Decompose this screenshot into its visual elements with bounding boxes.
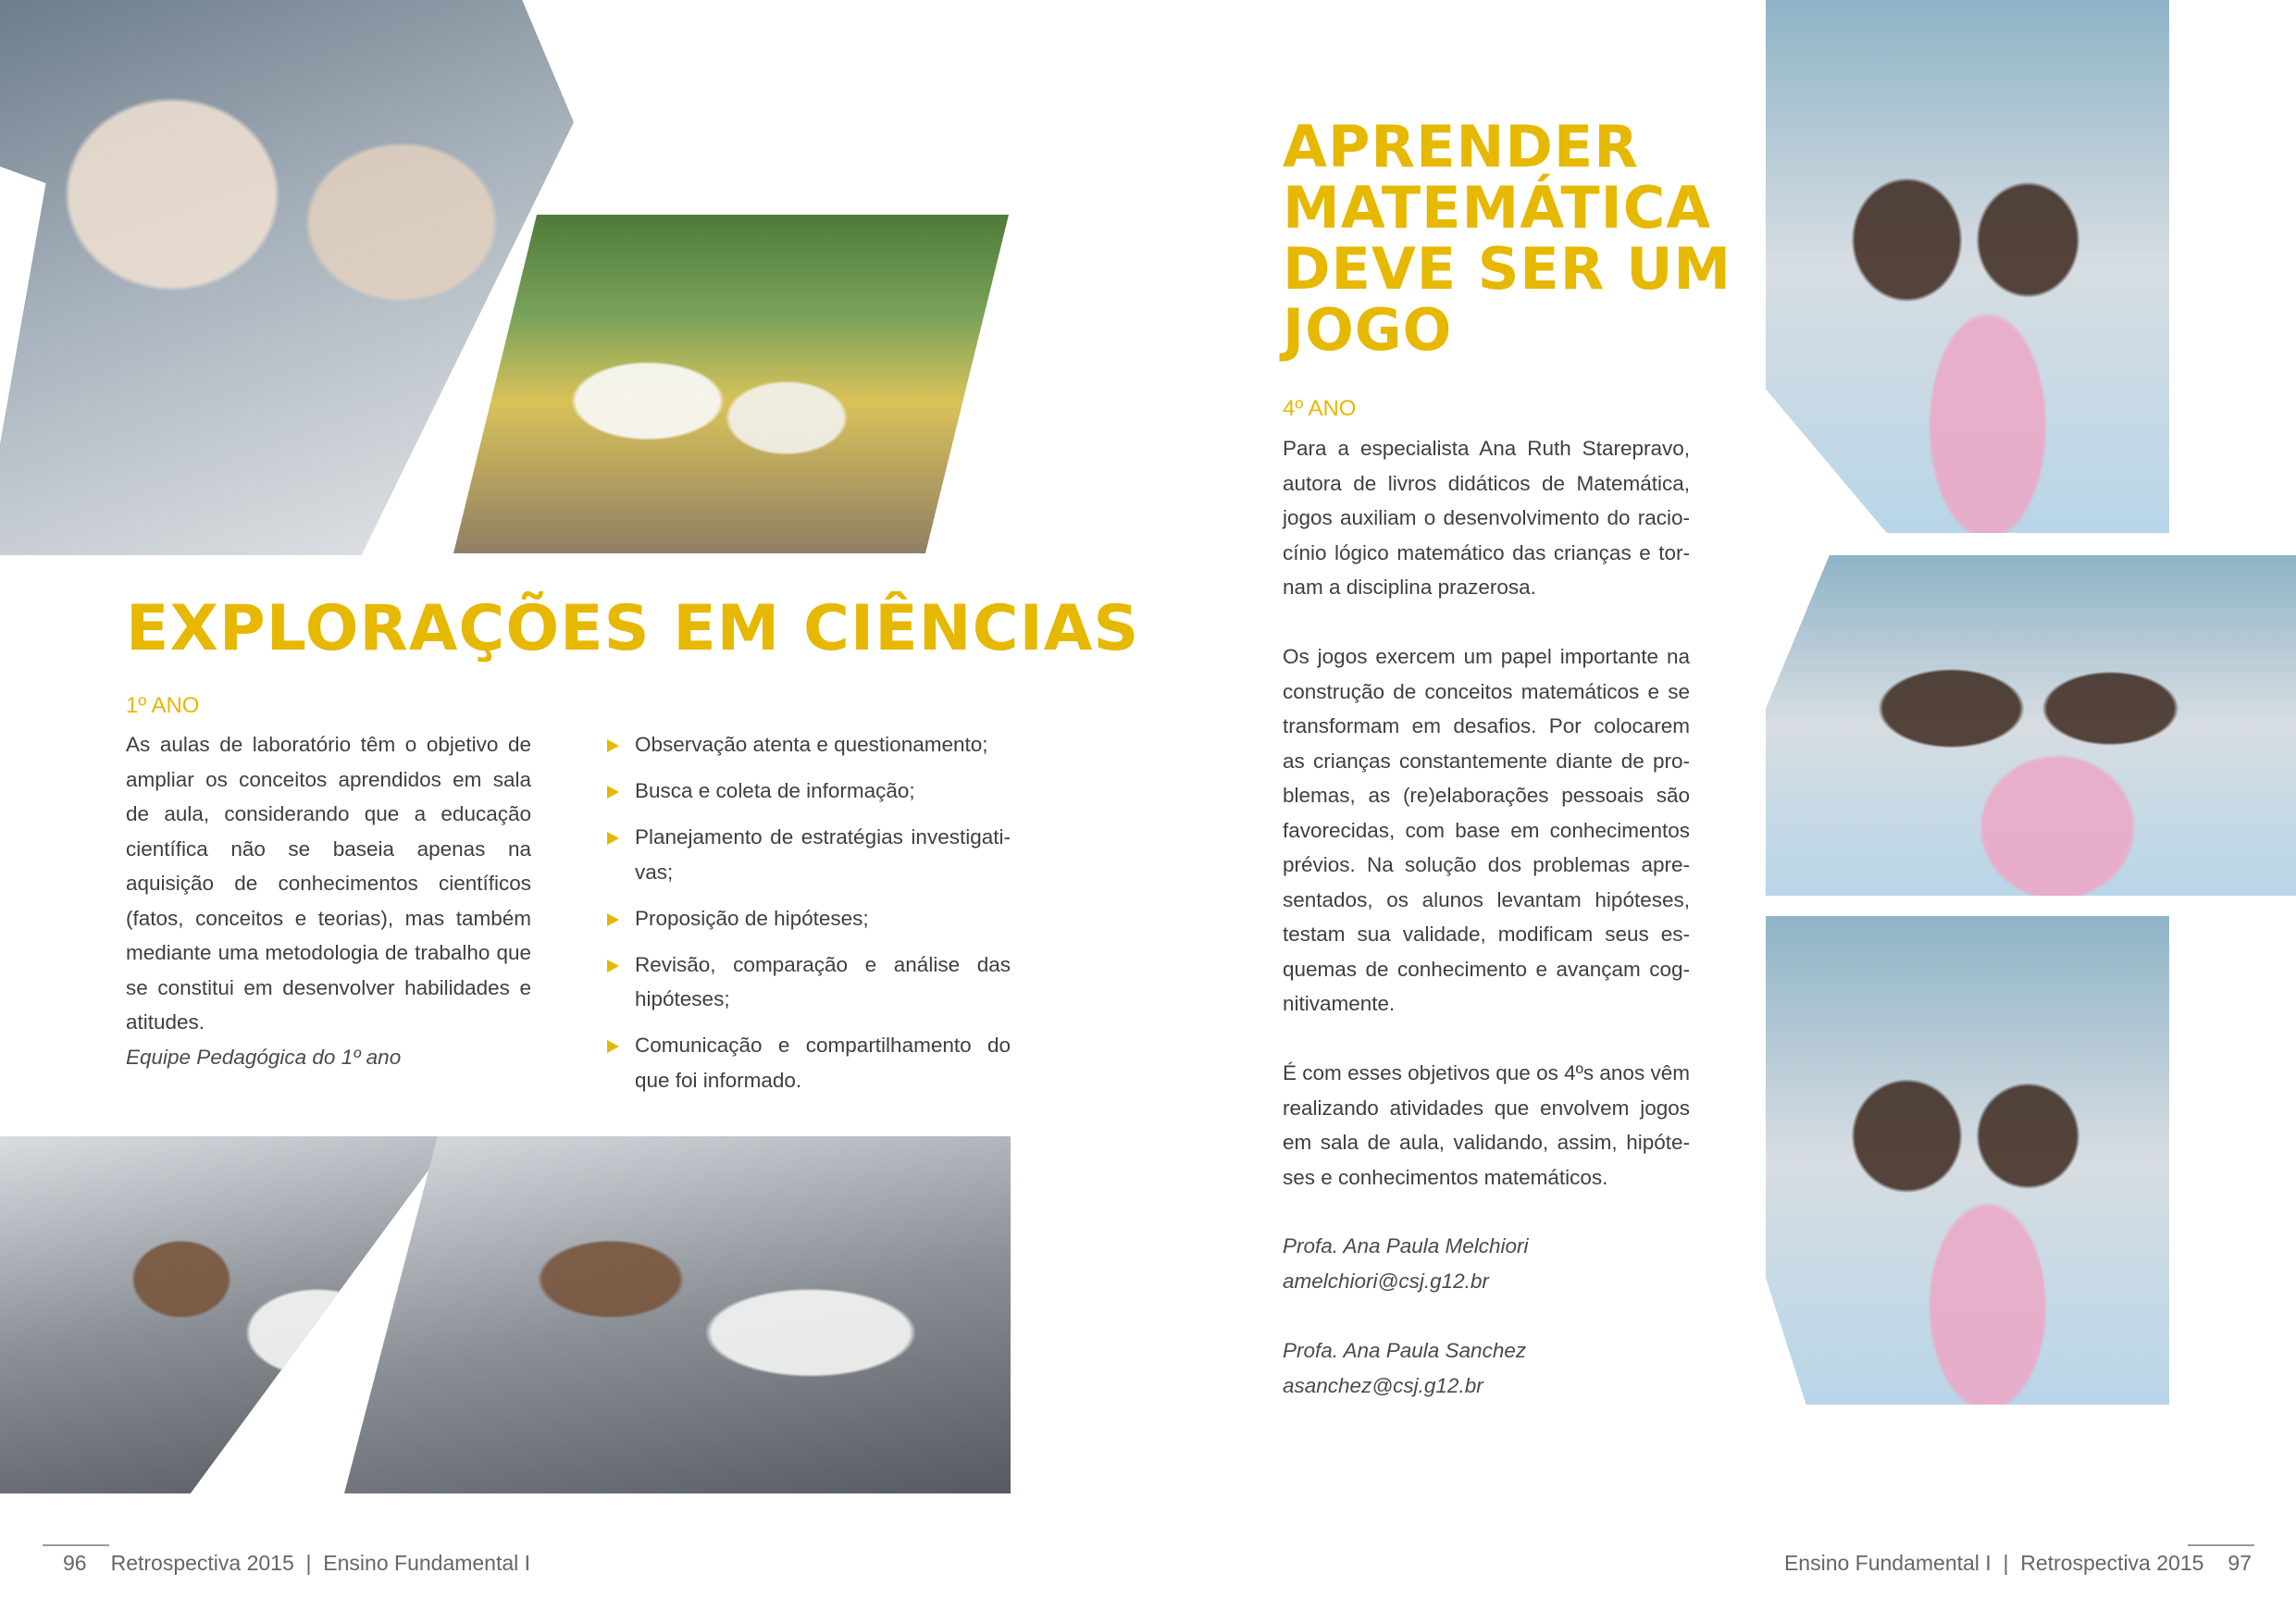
signature-melchiori [1283,1229,1529,1298]
photo-classroom-math-game [1766,916,2169,1405]
paragraph-objetivos: É com esses objetivos que os 4ºs anos vêm realizando atividades que envolvem jogos em sala de aula, validando, assim, hipóteses e conhecimentos matemáticos. [1283,1061,1690,1189]
signature-equipe: Equipe Pedagógica do 1º ano [126,1046,402,1069]
list-item: Planejamento de estratégias investigativas; [607,820,1011,889]
arrow-bullet-icon [607,913,619,926]
signature-email: amelchiori@csj.g12.br [1283,1269,1489,1293]
grade-label-1ano: 1º ANO [126,693,200,718]
paragraph-jogos: Os jogos exercem um papel importante na construção de conceitos matemáticos e se transformam em desafios. Por colocarem as crianças constantemente diante de problemas, as (re)elaborações pessoais são favorecidas, com base em conhecimentos prévios. Na solução dos problemas apresentados, os alunos levantam hipóteses, testam sua validade, modificam seus esquemas de conhecimento e avançam cognitivamente. [1283,645,1690,1015]
list-item: Comunicação e compartilhamento do que foi informado. [607,1028,1011,1097]
paragraph-especialista: Para a especialista Ana Ruth Starepravo, autora de livros didáticos de Matemática, jogos auxiliam o desenvolvimento do raciocínio lógico matemático das crianças e tornam a disciplina prazerosa. [1283,437,1690,599]
list-item: Revisão, comparação e análise das hipóteses; [607,948,1011,1017]
list-item: Proposição de hipóteses; [607,901,1011,936]
page-title-matematica: APRENDER MATEMÁTICA DEVE SER UM JOGO [1283,113,1732,364]
footer-caption-left: Retrospectiva 2015 | Ensino Fundamental I [110,1551,531,1575]
list-item: Observação atenta e questionamento; [607,727,1011,762]
arrow-bullet-icon [607,786,619,799]
photo-class-courtyard [453,215,1009,553]
page-number-left: 96 [63,1551,87,1575]
signature-sanchez [1283,1333,1526,1403]
footer-rule-left [43,1544,109,1546]
arrow-bullet-icon [607,739,619,752]
page-number-right: 97 [2228,1551,2252,1575]
footer-caption-right: Ensino Fundamental I | Retrospectiva 2015 [1783,1551,2204,1575]
paragraph-laboratorio: As aulas de laboratório têm o objetivo de ampliar os conceitos aprendidos em sala de aula, considerando que a educação científica não se baseia apenas na aquisição de conhecimentos científicos (fatos, conceitos e teorias), mas também mediante uma metodologia de trabalho que se constitui em desenvolver habilidades e atitudes. [126,733,531,1034]
signature-email: asanchez@csj.g12.br [1283,1373,1483,1397]
signature-name: Profa. Ana Paula Melchiori [1283,1234,1529,1258]
photo-girls-board-game [1766,555,2296,896]
list-item: Busca e coleta de informação; [607,774,1011,809]
page-title-ciencias: EXPLORAÇÕES EM CIÊNCIAS [126,592,1140,665]
footer-left [63,1551,530,1576]
arrow-bullet-icon [607,960,619,973]
footer-right [1784,1551,2252,1576]
arrow-bullet-icon [607,1040,619,1053]
skills-list [607,727,1011,1109]
footer-rule-right [2188,1544,2254,1546]
grade-label-4ano: 4º ANO [1283,396,1357,421]
arrow-bullet-icon [607,832,619,845]
photo-children-experiment [344,1136,1011,1493]
photo-boys-math-game [1766,0,2169,533]
signature-name: Profa. Ana Paula Sanchez [1283,1339,1527,1362]
